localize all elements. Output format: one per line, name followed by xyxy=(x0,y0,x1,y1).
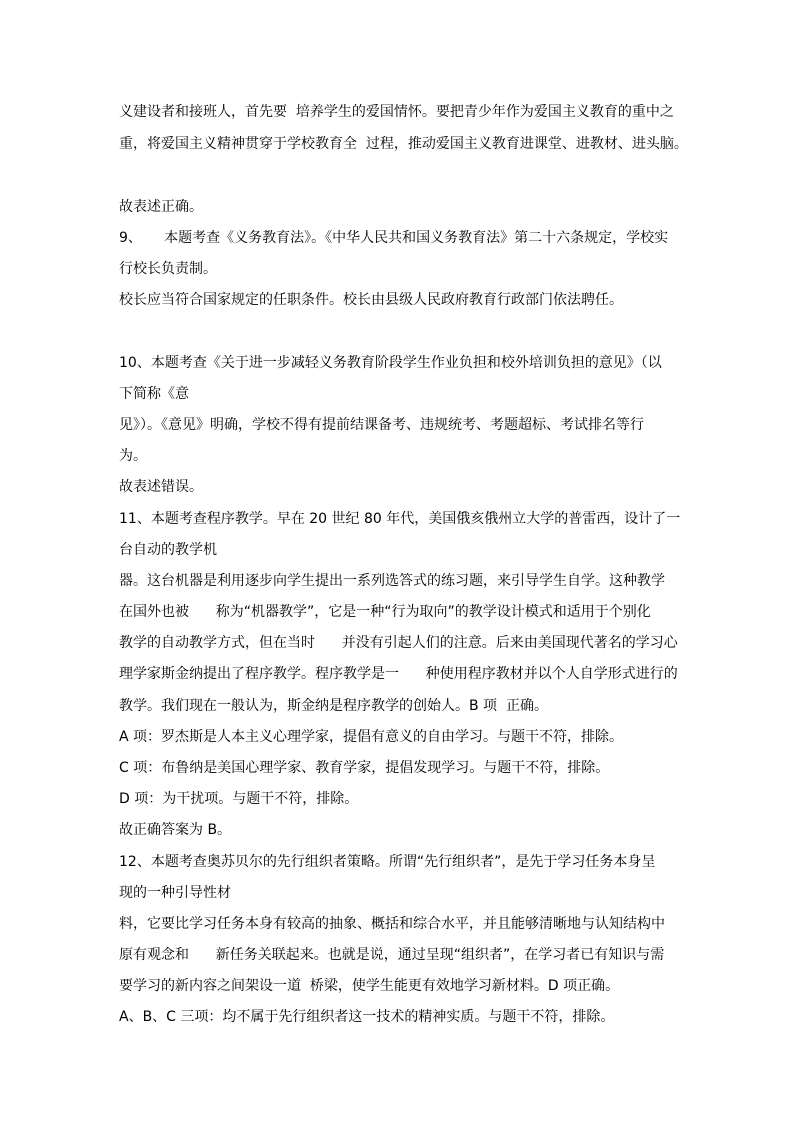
text-line: C 项：布鲁纳是美国心理学家、教育学家，提倡发现学习。与题干不符，排除。 xyxy=(119,760,610,776)
text-line: 校长应当符合国家规定的任职条件。校长由县级人民政府教育行政部门依法聘任。 xyxy=(119,292,623,308)
text-line: 在国外也被 称为“机器教学”，它是一种“行为取向”的教学设计模式和适用于个别化 xyxy=(119,604,651,620)
text-line: 11、本题考查程序教学。早在 20 世纪 80 年代，美国俄亥俄州立大学的普雷西，设计了一 xyxy=(119,511,681,527)
text-line: 行校长负责制。 xyxy=(119,261,217,277)
text-line: 9、 本题考查《义务教育法》。《中华人民共和国义务教育法》第二十六条规定，学校实 xyxy=(119,230,669,246)
text-line: 现的一种引导性材 xyxy=(119,885,231,901)
text-line: 要学习的新内容之间架设一道 桥梁，使学生能更有效地学习新材料。D 项正确。 xyxy=(119,978,620,994)
text-line: A、B、C 三项：均不属于先行组织者这一技术的精神实质。与题干不符，排除。 xyxy=(119,1009,615,1025)
text-line: A 项：罗杰斯是人本主义心理学家，提倡有意义的自由学习。与题干不符，排除。 xyxy=(119,729,624,745)
text-line: 故表述错误。 xyxy=(119,479,203,495)
text-line: 故正确答案为 B。 xyxy=(119,822,232,838)
text-line: 见》）。《意见》明确，学校不得有提前结课备考、违规统考、考题超标、考试排名等行 xyxy=(119,417,644,433)
text-line: 为。 xyxy=(119,448,147,464)
text-line: 故表述正确。 xyxy=(119,199,203,215)
text-line: 10、本题考查《关于进一步减轻义务教育阶段学生作业负担和校外培训负担的意见》（以 xyxy=(119,355,662,371)
text-line: 理学家斯金纳提出了程序教学。程序教学是一 种使用程序教材并以个人自学形式进行的 xyxy=(119,666,678,682)
text-line: 教学。我们现在一般认为，斯金纳是程序教学的创始人。B 项 正确。 xyxy=(119,698,548,714)
text-line: 台自动的教学机 xyxy=(119,542,217,558)
text-line: D 项：为干扰项。与题干不符，排除。 xyxy=(119,791,359,807)
text-line: 12、本题考查奥苏贝尔的先行组织者策略。所谓“先行组织者”，是先于学习任务本身呈 xyxy=(119,854,656,870)
text-line: 料，它要比学习任务本身有较高的抽象、概括和综合水平，并且能够清晰地与认知结构中 xyxy=(119,916,665,932)
text-line: 重，将爱国主义精神贯穿于学校教育全 过程，推动爱国主义教育进课堂、进教材、进头脑。 xyxy=(119,136,688,152)
text-line: 下简称《意 xyxy=(119,386,189,402)
text-line: 教学的自动教学方式，但在当时 并没有引起人们的注意。后来由美国现代著名的学习心 xyxy=(119,635,678,651)
text-line: 器。这台机器是利用逐步向学生提出一系列选答式的练习题，来引导学生自学。这种教学 xyxy=(119,573,665,589)
text-line: 义建设者和接班人，首先要 培养学生的爱国情怀。要把青少年作为爱国主义教育的重中之 xyxy=(119,104,674,120)
text-line: 原有观念和 新任务关联起来。也就是说，通过呈现“组织者”，在学习者已有知识与需 xyxy=(119,947,665,963)
